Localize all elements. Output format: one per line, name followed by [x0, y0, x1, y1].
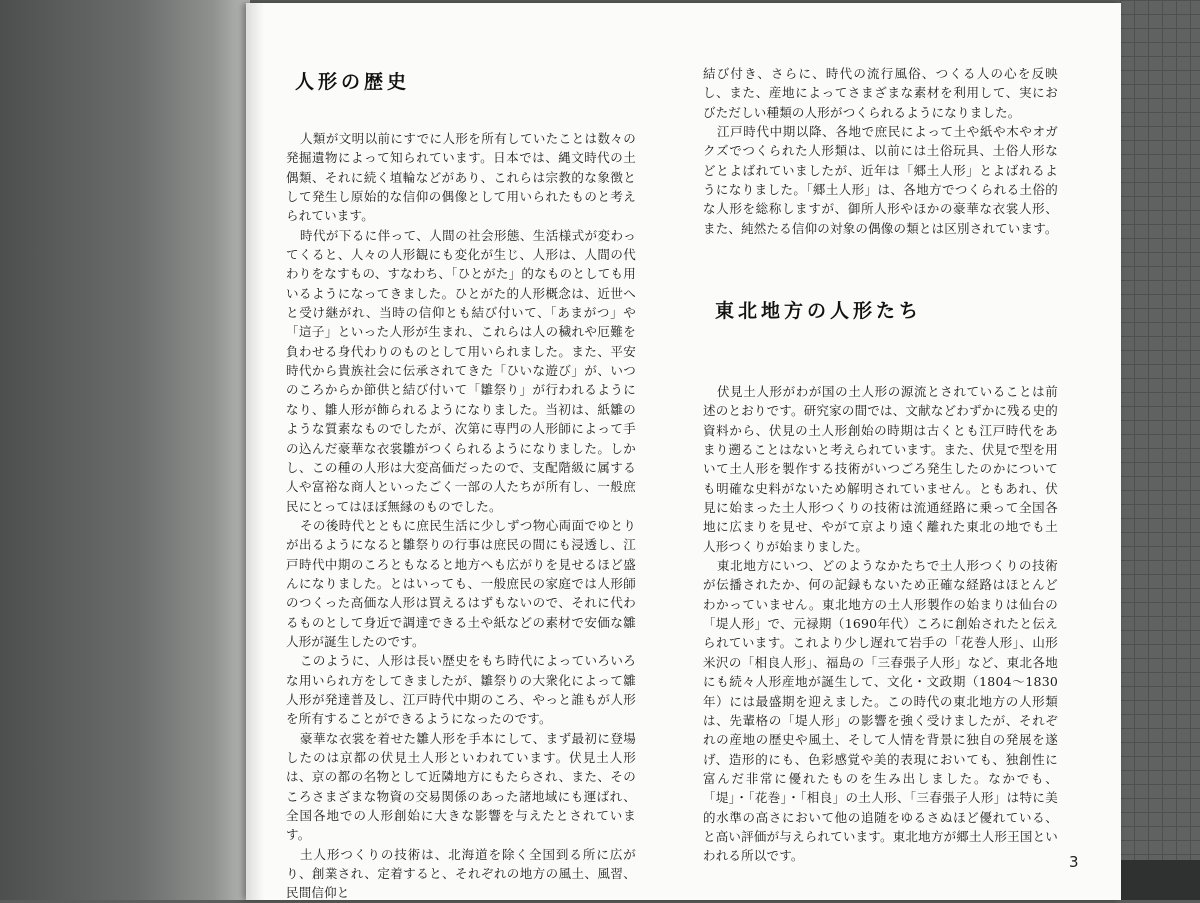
- paragraph: 土人形つくりの技術は、北海道を除く全国到る所に広がり、創業され、定着すると、それぞれの地方の風土、風習、民間信仰と: [286, 846, 636, 901]
- paragraph: 豪華な衣裳を着せた雛人形を手本にして、まず最初に登場したのは京都の伏見土人形といわれています。伏見土人形は、京の都の名物として近隣地方にもたらされ、また、そのころさまざまな物資の交易関係のあった諸地域にも運ばれ、全国各地での人形創始に大きな影響を与えたとされています。: [286, 730, 636, 843]
- section-heading-history: 人形の歴史: [295, 71, 411, 93]
- page-gutter-shadow: [246, 3, 264, 900]
- paragraph: 結び付き、さらに、時代の流行風俗、つくる人の心を反映し、また、産地によってさまざまな素材を利用して、実におびただしい種類の人形がつくられるようになりました。: [703, 66, 1058, 120]
- book-spine: [0, 0, 250, 900]
- page-number: 3: [1069, 853, 1079, 871]
- paragraph: 江戸時代中期以降、各地で庶民によって土や紙や木やオガクズでつくられた人形類は、以前には土俗玩具、土俗人形などとよばれていましたが、近年は「郷土人形」とよばれるようになりました。「郷土人形」は、各地方でつくられる土俗的な人形を総称しますが、御所人形やほかの豪華な衣裳人形、また、純然たる信仰の対象の偶像の類とは区別されています。: [703, 124, 1058, 236]
- paragraph: このように、人形は長い歴史をもち時代によっていろいろな用いられ方をしてきましたが、雛祭りの大衆化によって雛人形が発達普及し、江戸時代中期のころ、やっと誰もが人形を所有することができるようになったのです。: [286, 653, 636, 727]
- right-column-bottom: [703, 382, 1058, 866]
- cutting-mat: [1120, 0, 1200, 900]
- cutting-mat-edge: [1120, 860, 1200, 900]
- paragraph: その後時代とともに庶民生活に少しずつ物心両面でゆとりが出るようになると雛祭りの行事は庶民の間にも浸透し、江戸時代中期のころともなると地方へも広がりを見せるほど盛んになりました。とはいっても、一般庶民の家庭では人形師のつくった高価な人形は買えるはずもないので、それに代わるものとして身近で調達できる土や紙などの素材で安価な雛人形が誕生したのです。: [286, 517, 636, 649]
- section-heading-tohoku: 東北地方の人形たち: [715, 300, 923, 322]
- right-column-top: [703, 64, 1058, 238]
- left-column: [286, 129, 636, 903]
- paragraph: 人類が文明以前にすでに人形を所有していたことは数々の発掘遺物によって知られています。日本では、縄文時代の土偶類、それに続く埴輪などがあり、これらは宗教的な象徴として発生し原始的な信仰の偶像として用いられたものと考えられています。: [286, 131, 636, 224]
- paragraph: 東北地方にいつ、どのようなかたちで土人形つくりの技術が伝播されたか、何の記録もないため正確な経路はほとんどわかっていません。東北地方の土人形製作の始まりは仙台の「堤人形」で、元禄期（1690年代）ころに創始されたと伝えられています。これより少し遅れて岩手の「花巻人形」、山形米沢の「相良人形」、福島の「三春張子人形」など、東北各地にも続々人形産地が誕生して、文化・文政期（1804〜1830年）には最盛期を迎えました。この時代の東北地方の人形類は、先輩格の「堤人形」の影響を強く受けましたが、それぞれの産地の歴史や風土、そして人情を背景に独自の発展を遂げ、造形的にも、色彩感覚や美的表現においても、独創性に富んだ非常に優れたものを生み出しました。なかでも、「堤」・「花巻」・「相良」の土人形、「三春張子人形」は特に美的水準の高さにおいて他の追随をゆるさぬほど優れている、と高い評価が与えられています。東北地方が郷土人形王国といわれる所以です。: [703, 558, 1058, 864]
- book-page: [246, 3, 1121, 900]
- paragraph: 伏見土人形がわが国の土人形の源流とされていることは前述のとおりです。研究家の間では、文献などわずかに残る史的資料から、伏見の土人形創始の時期は古くとも江戸時代をあまり遡ることはないと考えられています。また、伏見で型を用いて土人形を製作する技術がいつごろ発生したのかについても明確な史料がないため解明されていません。ともあれ、伏見に始まった土人形つくりの技術は流通経路に乗って全国各地に広まりを見せ、やがて京より遠く離れた東北の地でも土人形つくりが始まりました。: [703, 384, 1058, 554]
- paragraph: 時代が下るに伴って、人間の社会形態、生活様式が変わってくると、人々の人形観にも変化が生じ、人形は、人間の代わりをなすもの、すなわち、「ひとがた」的なものとしても用いるようになってきました。ひとがた的人形概念は、近世へと受け継がれ、当時の信仰とも結び付いて、「あまがつ」や「這子」といった人形が生まれ、これらは人の穢れや厄難を負わせる身代わりのものとして用いられました。また、平安時代から貴族社会に伝承されてきた「ひいな遊び」が、いつのころからか節供と結び付いて「雛祭り」が行われるようになり、雛人形が飾られるようになりました。当初は、紙雛のような質素なものでしたが、次第に専門の人形師によって手の込んだ豪華な衣裳雛がつくられるようになりました。しかし、この種の人形は大変高価だったので、支配階級に属する人や富裕な商人といったごく一部の人たちが所有し、一般庶民にとってはほぼ無縁のものでした。: [286, 227, 636, 514]
